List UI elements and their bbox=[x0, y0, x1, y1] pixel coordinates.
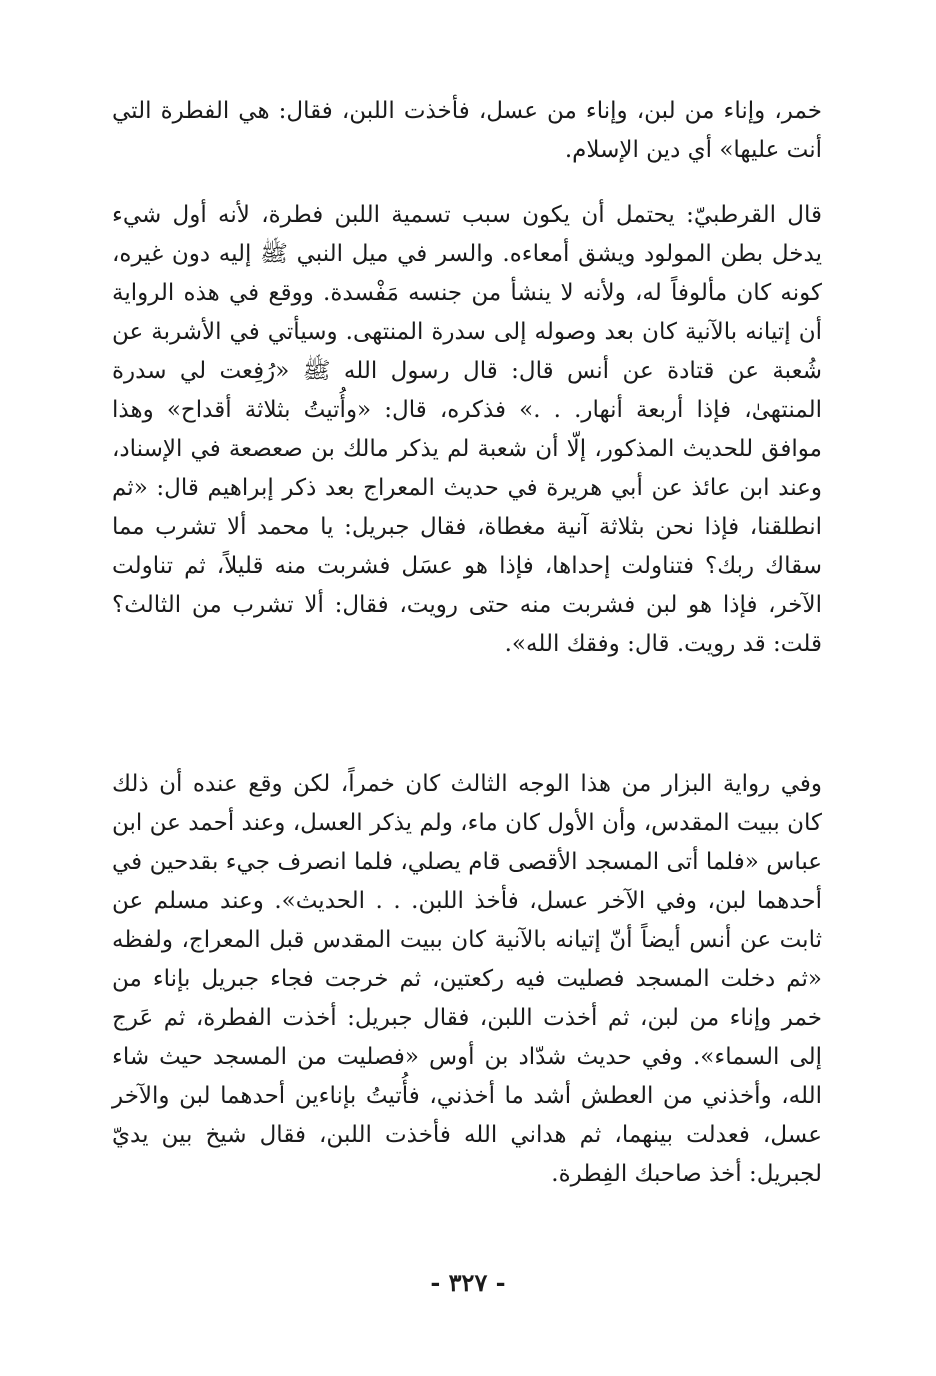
paragraph-3: وفي رواية البزار من هذا الوجه الثالث كان خمراً، لكن وقع عنده أن ذلك كان ببيت المقدس، وأن الأول كان ماء، ولم يذكر العسل، وعند أحمد عن ابن عباس «فلما أتى المسجد الأقصى قام يصلي، فلما انصرف جيء بقدحين في أحدهما لبن، وفي الآخر عسل، فأخذ اللبن. . . الحديث». وعند مسلم عن ثابت عن أنس أيضاً أنّ إتيانه بالآنية كان ببيت المقدس قبل المعراج، ولفظه «ثم دخلت المسجد فصليت فيه ركعتين، ثم خرجت فجاء جبريل بإناء من خمر وإناء من لبن، ثم أخذت اللبن، فقال جبريل: أخذت الفطرة، ثم عَرج إلى السماء». وفي حديث شدّاد بن أوس «فصليت من المسجد حيث شاء الله، وأخذني من العطش أشد ما أخذني، فأُتيتُ بإناءين أحدهما لبن والآخر عسل، فعدلت بينهما، ثم هداني الله فأخذت اللبن، فقال شيخ بين يديّ لجبريل: أخذ صاحبك الفِطرة. bbox=[112, 771, 823, 1187]
page-number: - ٣٢٧ - bbox=[430, 1268, 506, 1297]
paragraph-1: خمر، وإناء من لبن، وإناء من عسل، فأخذت اللبن، فقال: هي الفطرة التي أنت عليها» أي دين الإسلام. bbox=[112, 98, 822, 163]
paragraph-2: قال القرطبيّ: يحتمل أن يكون سبب تسمية اللبن فطرة، لأنه أول شيء يدخل بطن المولود ويشق أمعاءه. والسر في ميل النبي ﷺ إليه دون غيره، كونه كان مألوفاً له، ولأنه لا ينشأ من جنسه مَفْسدة. ووقع في هذه الرواية أن إتيانه بالآنية كان بعد وصوله إلى سدرة المنتهى. وسيأتي في الأشربة عن شُعبة عن قتادة عن أنس قال: قال رسول الله ﷺ «رُفِعت لي سدرة المنتهىٰ، فإذا أربعة أنهار. . .» فذكره، قال: «وأُتيتُ بثلاثة أقداح» وهذا موافق للحديث المذكور، إلّا أن شعبة لم يذكر مالك بن صعصعة في الإسناد، وعند ابن عائذ عن أبي هريرة في حديث المعراج بعد ذكر إبراهيم قال: «ثم انطلقنا، فإذا نحن بثلاثة آنية مغطاة، فقال جبريل: يا محمد ألا تشرب مما سقاك ربك؟ فتناولت إحداها، فإذا هو عسَل فشربت منه قليلاً، ثم تناولت الآخر، فإذا هو لبن فشربت منه حتى رويت، فقال: ألا تشرب من الثالث؟ قلت: قد رويت. قال: وفقك الله». bbox=[112, 202, 822, 657]
